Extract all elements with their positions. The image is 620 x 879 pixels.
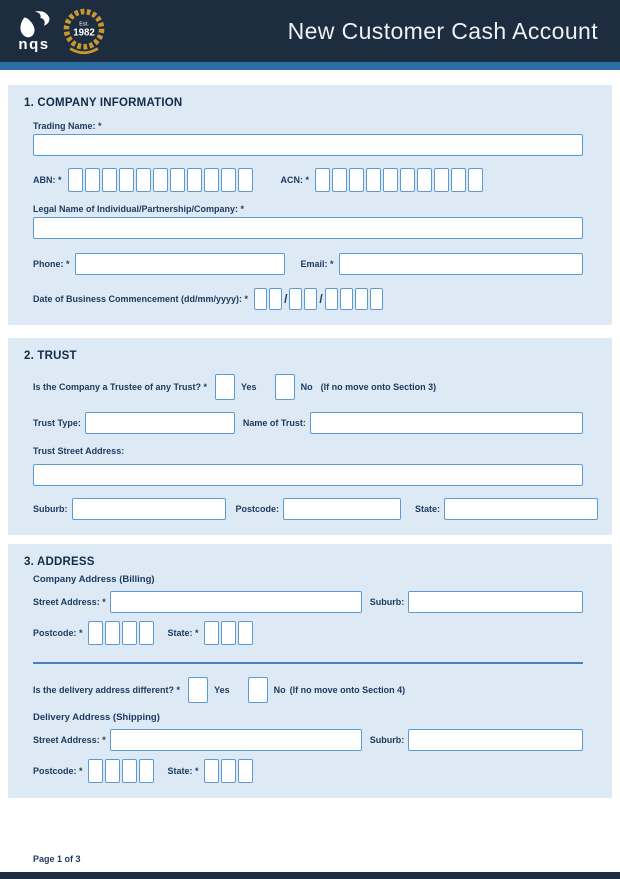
section-address-title: 3. ADDRESS (24, 556, 95, 568)
trust-name-input[interactable] (310, 412, 583, 434)
date-year-box[interactable] (370, 288, 383, 310)
trading-name-input[interactable] (33, 134, 583, 156)
email-input[interactable] (339, 253, 583, 275)
shipping-state-char-box[interactable] (204, 759, 219, 783)
trading-name-label: Trading Name: * (33, 121, 102, 131)
section-trust (8, 338, 612, 535)
shipping-street-row (33, 729, 583, 751)
acn-digit-box[interactable] (434, 168, 449, 192)
phone-email-row (33, 253, 583, 275)
shipping-state-label: State: * (167, 766, 199, 776)
shipping-postcode-digit-box[interactable] (88, 759, 103, 783)
date-month-box[interactable] (289, 288, 302, 310)
billing-postcode-box-group (88, 621, 154, 645)
section-address (8, 544, 612, 798)
acn-digit-box[interactable] (332, 168, 347, 192)
abn-digit-box[interactable] (136, 168, 151, 192)
delivery-no-hint: (If no move onto Section 4) (289, 685, 406, 695)
date-year-box[interactable] (325, 288, 338, 310)
abn-acn-row (33, 168, 583, 192)
abn-digit-box[interactable] (153, 168, 168, 192)
abn-digit-box[interactable] (85, 168, 100, 192)
trust-postcode-input[interactable] (283, 498, 401, 520)
billing-state-label: State: * (167, 628, 199, 638)
abn-digit-box[interactable] (170, 168, 185, 192)
trustee-yes-label: Yes (241, 382, 257, 392)
date-year-box-group (325, 288, 383, 310)
shipping-street-label: Street Address: * (33, 735, 106, 745)
date-day-box-group (254, 288, 282, 310)
trust-street-field (33, 446, 583, 486)
footer-bar (0, 872, 620, 879)
page-number-label: Page 1 of 3 (33, 854, 81, 864)
billing-postcode-digit-box[interactable] (88, 621, 103, 645)
acn-digit-box[interactable] (451, 168, 466, 192)
abn-label: ABN: * (33, 175, 62, 185)
trust-type-input[interactable] (85, 412, 235, 434)
section-company-information (8, 85, 612, 325)
billing-state-char-box[interactable] (204, 621, 219, 645)
header (0, 0, 620, 62)
abn-digit-box[interactable] (187, 168, 202, 192)
acn-digit-box[interactable] (383, 168, 398, 192)
date-day-box[interactable] (269, 288, 282, 310)
billing-street-row (33, 591, 583, 613)
commencement-date-label: Date of Business Commencement (dd/mm/yyyy): * (33, 294, 249, 304)
trustee-no-hint: (If no move onto Section 3) (320, 382, 437, 392)
billing-postcode-label: Postcode: * (33, 628, 83, 638)
acn-digit-box[interactable] (349, 168, 364, 192)
trust-type-label: Trust Type: (33, 418, 81, 428)
trust-state-label: State: (415, 504, 441, 514)
trust-type-row (33, 412, 583, 434)
trustee-no-checkbox[interactable] (275, 374, 295, 400)
trustee-yes-checkbox[interactable] (215, 374, 235, 400)
delivery-question-label: Is the delivery address different? * (33, 685, 181, 695)
logo-group (16, 4, 109, 58)
legal-name-input[interactable] (33, 217, 583, 239)
billing-street-label: Street Address: * (33, 597, 106, 607)
date-separator: / (319, 292, 323, 306)
delivery-question-row (33, 677, 583, 703)
billing-address-heading: Company Address (Billing) (33, 574, 155, 585)
email-label: Email: * (300, 259, 334, 269)
date-day-box[interactable] (254, 288, 267, 310)
shipping-suburb-input[interactable] (408, 729, 583, 751)
abn-digit-box[interactable] (102, 168, 117, 192)
section-trust-title: 2. TRUST (24, 350, 77, 362)
trustee-no-label: No (300, 382, 313, 392)
trust-suburb-input[interactable] (72, 498, 226, 520)
shipping-postcode-row (33, 759, 583, 783)
date-year-box[interactable] (355, 288, 368, 310)
date-year-box[interactable] (340, 288, 353, 310)
abn-digit-box[interactable] (68, 168, 83, 192)
shipping-postcode-box-group (88, 759, 154, 783)
date-month-box-group (289, 288, 317, 310)
legal-name-label: Legal Name of Individual/Partnership/Company: * (33, 204, 245, 214)
header-accent-strip (0, 62, 620, 70)
trust-street-input[interactable] (33, 464, 583, 486)
svg-text:1982: 1982 (73, 27, 95, 39)
abn-digit-box[interactable] (204, 168, 219, 192)
section-company-title: 1. COMPANY INFORMATION (24, 97, 183, 109)
acn-digit-box[interactable] (417, 168, 432, 192)
abn-box-group (68, 168, 253, 192)
commencement-date-row (33, 288, 583, 310)
delivery-no-checkbox[interactable] (248, 677, 268, 703)
date-separator: / (284, 292, 288, 306)
abn-digit-box[interactable] (221, 168, 236, 192)
billing-street-input[interactable] (110, 591, 362, 613)
shipping-postcode-digit-box[interactable] (122, 759, 137, 783)
phone-label: Phone: * (33, 259, 70, 269)
billing-suburb-label: Suburb: (369, 597, 405, 607)
shipping-state-char-box[interactable] (221, 759, 236, 783)
acn-box-group (315, 168, 483, 192)
abn-digit-box[interactable] (238, 168, 253, 192)
billing-suburb-input[interactable] (408, 591, 583, 613)
date-month-box[interactable] (304, 288, 317, 310)
shipping-suburb-label: Suburb: (369, 735, 405, 745)
acn-digit-box[interactable] (468, 168, 483, 192)
abn-digit-box[interactable] (119, 168, 134, 192)
shipping-postcode-label: Postcode: * (33, 766, 83, 776)
trust-name-label: Name of Trust: (242, 418, 306, 428)
billing-postcode-digit-box[interactable] (139, 621, 154, 645)
trustee-question-label: Is the Company a Trustee of any Trust? * (33, 382, 208, 392)
shipping-state-char-box[interactable] (238, 759, 253, 783)
delivery-yes-checkbox[interactable] (188, 677, 208, 703)
billing-state-box-group (204, 621, 253, 645)
billing-postcode-digit-box[interactable] (122, 621, 137, 645)
est-1982-badge-icon (59, 4, 109, 58)
svg-text:Est.: Est. (79, 21, 89, 28)
address-divider (33, 662, 583, 664)
legal-name-field (33, 204, 583, 239)
billing-postcode-row (33, 621, 583, 645)
trust-postcode-label: Postcode: (235, 504, 280, 514)
trust-suburb-row (33, 498, 583, 520)
trust-suburb-label: Suburb: (33, 504, 68, 514)
phone-input[interactable] (75, 253, 285, 275)
nqs-logo (16, 10, 52, 52)
shipping-street-input[interactable] (110, 729, 362, 751)
shipping-postcode-digit-box[interactable] (105, 759, 120, 783)
page-title: New Customer Cash Account (287, 17, 598, 44)
trust-street-label: Trust Street Address: (33, 446, 125, 456)
acn-digit-box[interactable] (400, 168, 415, 192)
billing-postcode-digit-box[interactable] (105, 621, 120, 645)
acn-digit-box[interactable] (366, 168, 381, 192)
shipping-postcode-digit-box[interactable] (139, 759, 154, 783)
shipping-address-heading: Delivery Address (Shipping) (33, 712, 160, 723)
billing-state-char-box[interactable] (238, 621, 253, 645)
trustee-question-row (33, 374, 583, 400)
trading-name-field (33, 121, 583, 156)
acn-label: ACN: * (280, 175, 309, 185)
acn-digit-box[interactable] (315, 168, 330, 192)
trust-state-input[interactable] (444, 498, 598, 520)
shipping-state-box-group (204, 759, 253, 783)
delivery-yes-label: Yes (214, 685, 230, 695)
delivery-no-label: No (273, 685, 286, 695)
logo-wordmark: nqs (18, 36, 50, 53)
billing-state-char-box[interactable] (221, 621, 236, 645)
